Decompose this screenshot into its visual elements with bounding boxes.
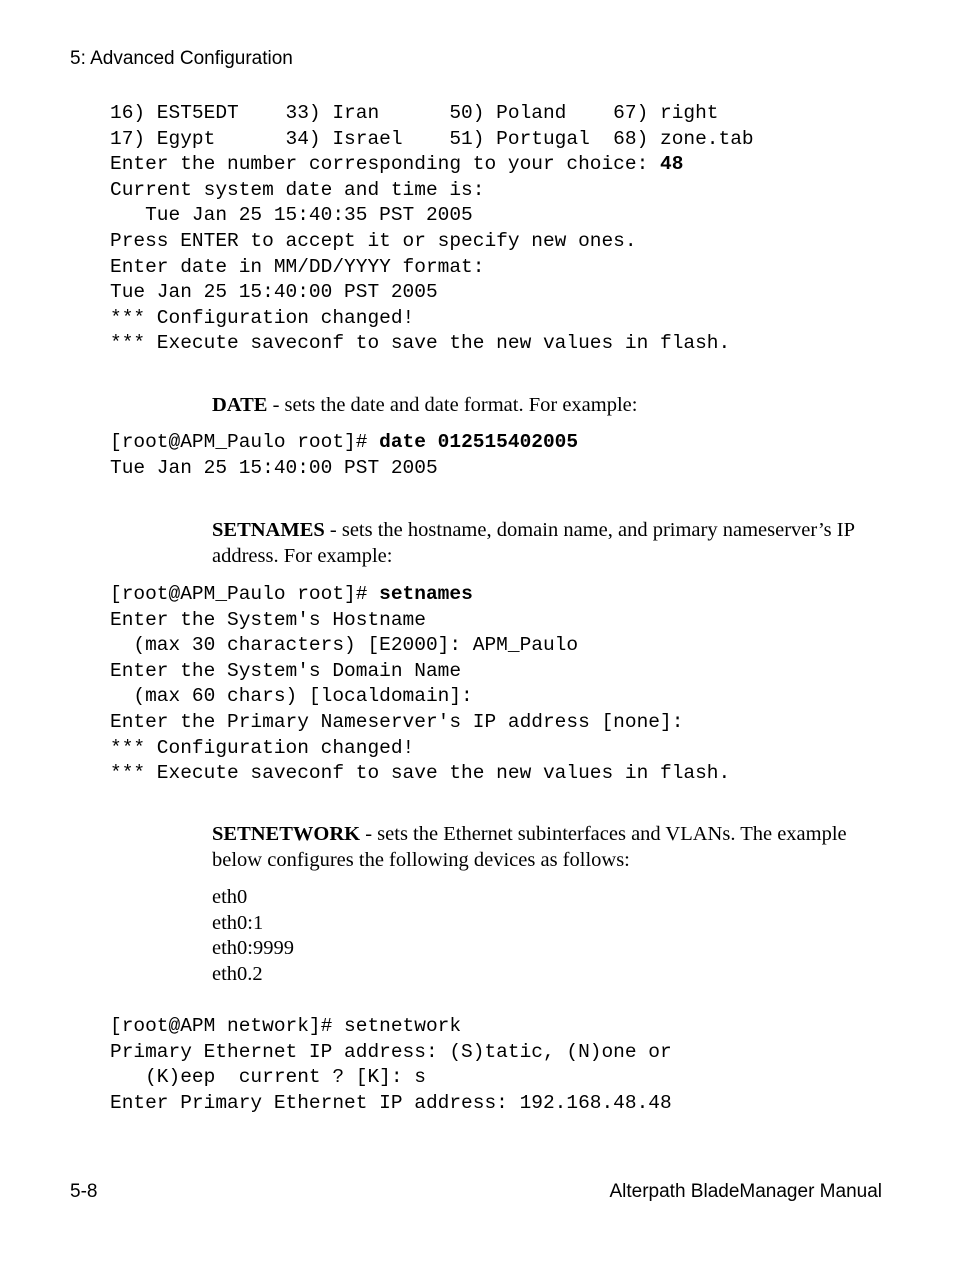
setnetwork-description [212, 822, 892, 873]
code-line: (max 30 characters) [E2000]: APM_Paulo [110, 634, 579, 657]
setnames-desc-text: - sets the hostname, domain name, and primary nameserver’s IP address. For example: [212, 519, 855, 567]
term-date: DATE [212, 394, 268, 416]
term-setnames: SETNAMES [212, 519, 325, 541]
code-line: *** Configuration changed! [110, 736, 415, 759]
date-description [212, 393, 892, 419]
code-line: *** Execute saveconf to save the new values in flash. [110, 332, 731, 355]
code-user-input: setnames [379, 583, 473, 605]
device-item: eth0.2 [212, 962, 263, 985]
code-line: Current system date and time is: [110, 178, 485, 201]
term-setnetwork: SETNETWORK [212, 823, 361, 845]
code-block-setnetwork [110, 1014, 672, 1116]
code-line: Tue Jan 25 15:40:00 PST 2005 [110, 281, 438, 304]
code-block-timezone [110, 101, 754, 357]
code-prompt: Enter the number corresponding to your choice: [110, 153, 660, 176]
code-line: 17) Egypt 34) Israel 51) Portugal 68) zone.tab [110, 127, 754, 150]
code-line: Enter Primary Ethernet IP address: 192.168.48.48 [110, 1091, 672, 1114]
code-line: [root@APM network]# setnetwork [110, 1015, 462, 1037]
code-line: *** Execute saveconf to save the new values in flash. [110, 762, 731, 785]
manual-title: Alterpath BladeManager Manual [609, 1181, 882, 1202]
code-prompt: [root@APM_Paulo root]# [110, 583, 380, 605]
setnetwork-desc-text: - sets the Ethernet subinterfaces and VLANs. The example below configures the following devices as follows: [212, 823, 847, 871]
date-desc-text: - sets the date and date format. For example: [267, 394, 638, 416]
code-line: Press ENTER to accept it or specify new ones. [110, 229, 637, 252]
code-line: 16) EST5EDT 33) Iran 50) Poland 67) right [110, 102, 719, 124]
code-line [110, 582, 730, 608]
code-line: *** Configuration changed! [110, 306, 415, 329]
code-line: Tue Jan 25 15:40:35 PST 2005 [110, 204, 473, 227]
code-user-input: date 012515402005 [379, 431, 579, 453]
device-item: eth0:9999 [212, 937, 294, 960]
device-list [212, 885, 892, 987]
code-line: Primary Ethernet IP address: (S)tatic, (N)one or [110, 1040, 672, 1063]
setnames-description [212, 518, 892, 569]
device-item: eth0 [212, 886, 248, 908]
code-line [110, 430, 578, 456]
device-item: eth0:1 [212, 911, 264, 934]
code-line: Enter the System's Domain Name [110, 659, 462, 682]
code-block-date [110, 430, 578, 481]
code-line [110, 152, 754, 178]
code-prompt: [root@APM_Paulo root]# [110, 431, 380, 453]
page-number: 5-8 [70, 1181, 98, 1202]
code-user-input: 48 [660, 153, 684, 176]
code-line: Enter the Primary Nameserver's IP address [none]: [110, 710, 684, 733]
page-header: 5: Advanced Configuration [70, 48, 293, 69]
code-line: Enter the System's Hostname [110, 608, 426, 631]
code-block-setnames [110, 582, 730, 787]
code-line: (max 60 chars) [localdomain]: [110, 685, 473, 708]
code-line: Enter date in MM/DD/YYYY format: [110, 255, 485, 278]
code-line: (K)eep current ? [K]: s [110, 1066, 426, 1089]
code-line: Tue Jan 25 15:40:00 PST 2005 [110, 456, 438, 479]
